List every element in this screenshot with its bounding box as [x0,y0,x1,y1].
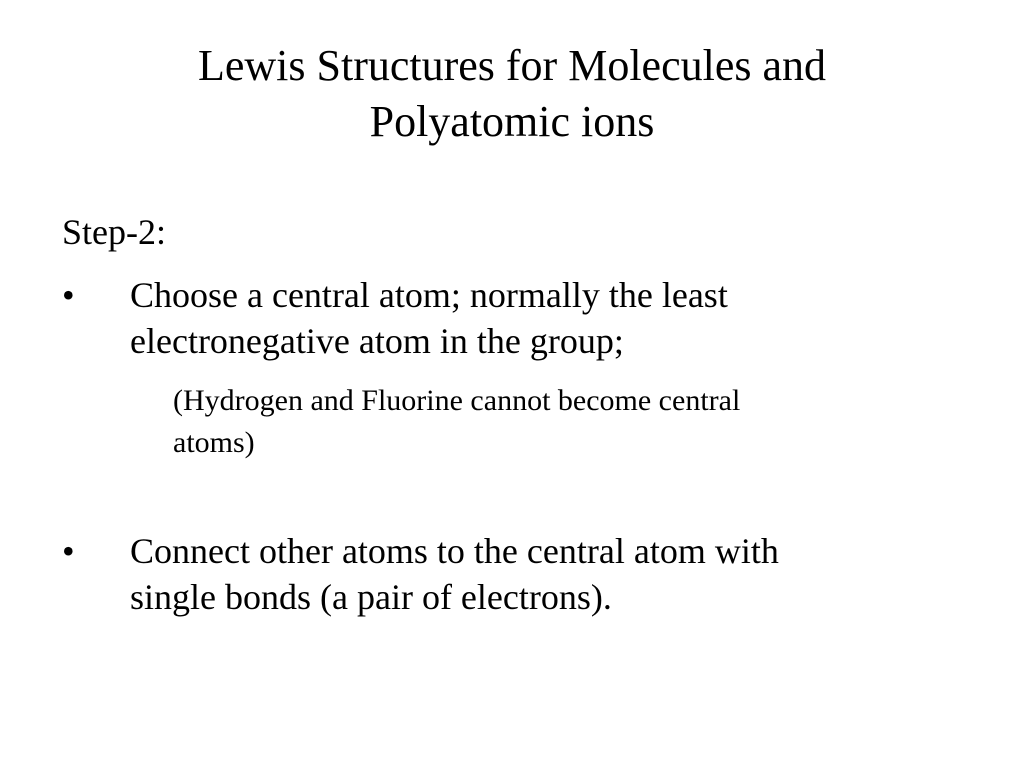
bullet-marker: • [62,531,75,571]
sub-note-line: (Hydrogen and Fluorine cannot become central [173,384,741,417]
slide-title [100,38,924,150]
step-label: Step-2: [62,212,166,252]
bullet-marker: • [62,275,75,315]
sub-note-line: atoms) [173,426,255,459]
sub-note [173,380,953,464]
bullet-text-line: Connect other atoms to the central atom with [130,531,779,571]
bullet-text [130,272,960,364]
bullet-text-line: Choose a central atom; normally the least [130,275,728,315]
slide-title-line-1: Lewis Structures for Molecules and [197,41,827,90]
bullet-text [130,528,960,620]
slide-title-line-2: Polyatomic ions [369,97,655,146]
bullet-text-line: single bonds (a pair of electrons). [130,577,612,617]
bullet-text-line: electronegative atom in the group; [130,321,624,361]
